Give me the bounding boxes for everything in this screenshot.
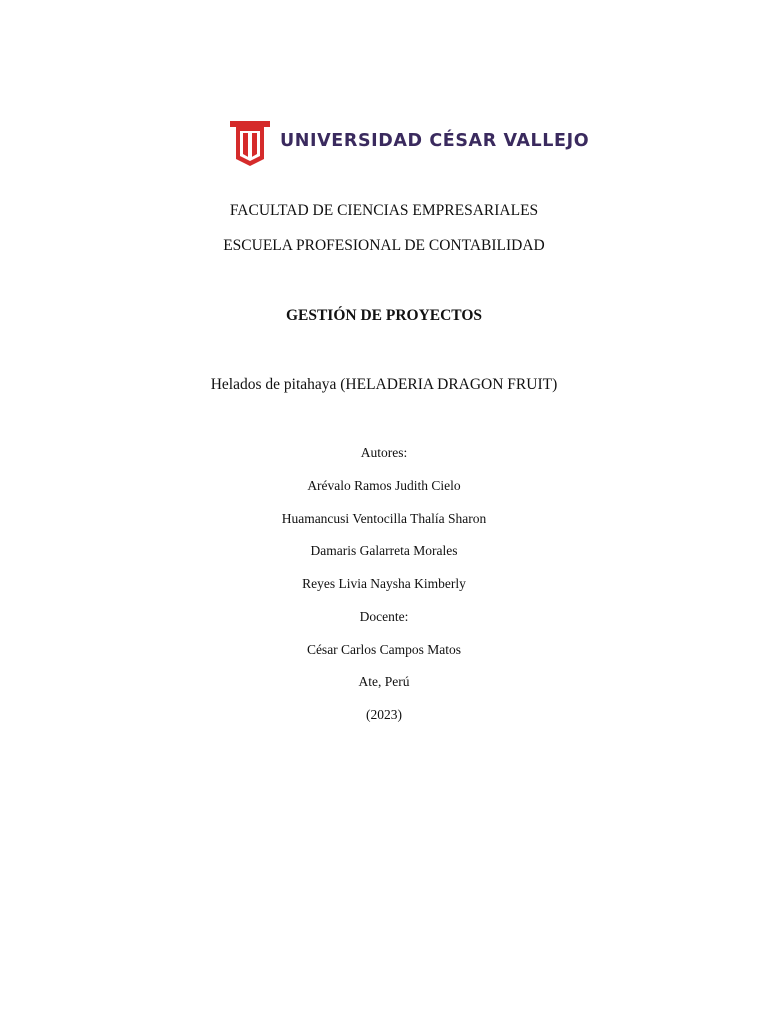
teacher-name: César Carlos Campos Matos	[306, 642, 462, 657]
school-name: ESCUELA PROFESIONAL DE CONTABILIDAD	[223, 237, 545, 254]
faculty-name: FACULTAD DE CIENCIAS EMPRESARIALES	[229, 202, 539, 219]
author-name: Damaris Galarreta Morales	[310, 543, 458, 558]
university-shield-icon	[228, 119, 272, 167]
author-name: Arévalo Ramos Judith Cielo	[307, 478, 461, 493]
project-title: Helados de pitahaya (HELADERIA DRAGON FRUIT)	[210, 376, 558, 393]
year: (2023)	[366, 707, 402, 722]
course-title: GESTIÓN DE PROYECTOS	[285, 307, 483, 324]
teacher-label: Docente:	[359, 609, 409, 624]
author-name: Huamancusi Ventocilla Thalía Sharon	[281, 511, 487, 526]
university-logo-text: UNIVERSIDAD CÉSAR VALLEJO	[280, 131, 590, 151]
location: Ate, Perú	[358, 674, 410, 689]
author-name: Reyes Livia Naysha Kimberly	[302, 576, 466, 591]
authors-label: Autores:	[360, 445, 408, 460]
university-logo	[228, 119, 590, 167]
